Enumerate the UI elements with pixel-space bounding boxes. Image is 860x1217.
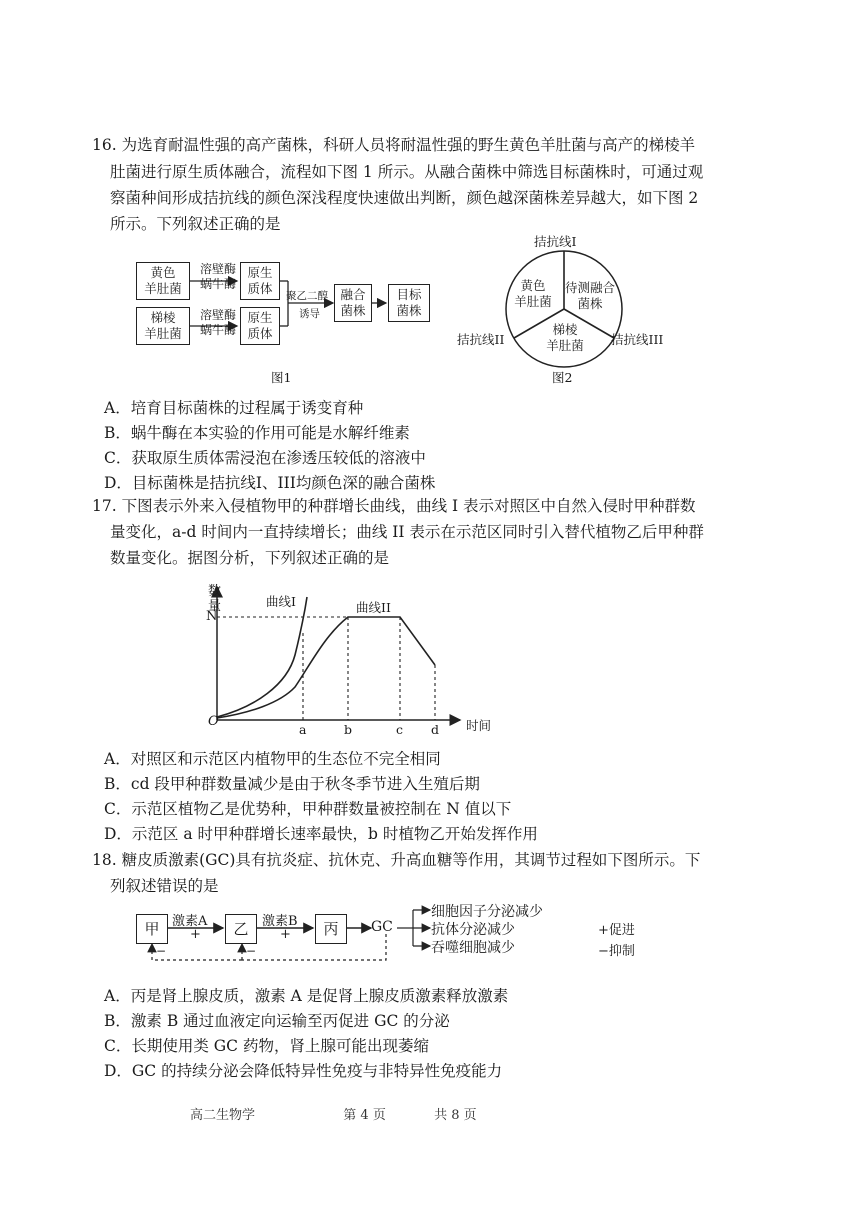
q18-line-2: 列叙述错误的是 — [110, 877, 219, 895]
q17-option-b[interactable]: B．cd 段甲种群数量减少是由于秋冬季节进入生殖后期 — [104, 775, 480, 793]
page-footer — [190, 1104, 477, 1123]
plus-sign-b: + — [280, 927, 291, 942]
q16-line-3: 察菌种间形成拮抗线的颜色深浅程度快速做出判断，颜色越深菌株差异越大，如下图 2 — [110, 189, 699, 207]
effect-cytokine: 细胞因子分泌减少 — [431, 904, 543, 920]
q18-option-b[interactable]: B．激素 B 通过血液定向运输至丙促进 GC 的分泌 — [104, 1012, 450, 1030]
tick-c: c — [396, 722, 404, 737]
sector-tilen-morel: 梯棱 羊肚菌 — [546, 322, 584, 353]
origin-label: O — [208, 714, 219, 729]
sector-yellow-morel: 黄色 羊肚菌 — [514, 278, 552, 309]
sector-test-strain: 待测融合 菌株 — [564, 280, 615, 311]
q18-line-1: 18. 糖皮质激素(GC)具有抗炎症、抗休克、升高血糖等作用，其调节过程如下图所示。下 — [92, 851, 701, 869]
box-jia: 甲 — [136, 914, 168, 944]
q17-option-c[interactable]: C．示范区植物乙是优势种，甲种群数量被控制在 N 值以下 — [104, 800, 512, 818]
q16-option-a[interactable]: A．培育目标菌株的过程属于诱变育种 — [104, 399, 364, 417]
box-yellow-morel: 黄色 羊肚菌 — [136, 262, 190, 300]
population-growth-graph — [195, 575, 495, 740]
tick-d: d — [431, 722, 440, 737]
curve-1 — [217, 597, 307, 717]
q18-option-c[interactable]: C．长期使用类 GC 药物，肾上腺可能出现萎缩 — [104, 1037, 429, 1055]
box-protoplast-1: 原生 质体 — [240, 262, 280, 300]
curve-1-label: 曲线I — [266, 594, 296, 609]
box-fusion-strain: 融合 菌株 — [334, 284, 372, 322]
gc-label: GC — [371, 919, 393, 935]
q16-option-c[interactable]: C．获取原生质体需浸泡在渗透压较低的溶液中 — [104, 449, 426, 467]
q17-line-1: 17. 下图表示外来入侵植物甲的种群增长曲线，曲线 I 表示对照区中自然入侵时甲种群数 — [92, 497, 696, 515]
effect-antibody: 抗体分泌减少 — [431, 922, 515, 938]
box-protoplast-2: 原生 质体 — [240, 307, 280, 345]
q18-option-a[interactable]: A．丙是肾上腺皮质，激素 A 是促肾上腺皮质激素释放激素 — [104, 987, 509, 1005]
enzyme-label-2: 溶壁酶 蜗牛酶 — [199, 308, 236, 337]
q17-option-a[interactable]: A．对照区和示范区内植物甲的生态位不完全相同 — [104, 750, 441, 768]
y-axis-label-2: 量 — [208, 599, 222, 614]
plus-sign-a: + — [190, 927, 201, 942]
curve-2 — [217, 617, 435, 718]
n-label: N — [206, 609, 218, 624]
figure-1-caption: 图1 — [271, 370, 292, 385]
enzyme-label-1: 溶壁酶 蜗牛酶 — [199, 262, 236, 291]
y-axis-label-1: 数 — [208, 584, 222, 599]
footer-page: 第 4 页 — [343, 1108, 386, 1123]
q18-option-d[interactable]: D．GC 的持续分泌会降低特异性免疫与非特异性免疫能力 — [104, 1062, 503, 1080]
footer-subject: 高二生物学 — [190, 1108, 256, 1123]
antagonism-line-1-label: 拮抗线I — [534, 234, 577, 249]
curve-2-label: 曲线II — [356, 600, 391, 615]
box-tilen-morel: 梯棱 羊肚菌 — [136, 307, 190, 345]
box-target-strain: 目标 菌株 — [388, 284, 430, 322]
tick-b: b — [344, 722, 353, 737]
figure-2-caption: 图2 — [552, 370, 573, 385]
q17-line-2: 量变化，a-d 时间内一直持续增长；曲线 II 表示在示范区同时引入替代植物乙后甲种群 — [110, 523, 704, 541]
q16-line-4: 所示。下列叙述正确的是 — [110, 215, 281, 233]
q17-line-3: 数量变化。据图分析，下列叙述正确的是 — [110, 549, 390, 567]
minus-sign-yi: − — [246, 944, 257, 958]
antagonism-line-3-label: 拮抗线III — [611, 332, 664, 347]
q16-line-1: 16. 为选育耐温性强的高产菌株，科研人员将耐温性强的野生黄色羊肚菌与高产的梯棱羊 — [92, 136, 696, 154]
legend-promote: +促进 — [598, 923, 635, 938]
q16-option-d[interactable]: D．目标菌株是拮抗线I、III均颜色深的融合菌株 — [104, 474, 436, 492]
q16-option-b[interactable]: B．蜗牛酶在本实验的作用可能是水解纤维素 — [104, 424, 410, 442]
box-bing: 丙 — [315, 914, 347, 944]
peg-label: 聚乙二醇 — [286, 290, 328, 302]
antagonism-line-2-label: 拮抗线II — [457, 332, 505, 347]
hormone-a-label: 激素A — [172, 914, 208, 929]
induce-label: 诱导 — [299, 308, 320, 320]
tick-a: a — [299, 722, 307, 737]
hormone-b-label: 激素B — [262, 914, 298, 929]
legend-inhibit: −抑制 — [598, 944, 635, 959]
effect-phagocyte: 吞噬细胞减少 — [431, 940, 515, 956]
footer-total: 共 8 页 — [434, 1108, 477, 1123]
minus-sign-jia: − — [156, 944, 167, 958]
q16-line-2: 肚菌进行原生质体融合，流程如下图 1 所示。从融合菌株中筛选目标菌株时，可通过观 — [110, 163, 704, 181]
box-yi: 乙 — [225, 914, 257, 944]
q17-option-d[interactable]: D．示范区 a 时甲种群增长速率最快，b 时植物乙开始发挥作用 — [104, 825, 538, 843]
x-axis-label: 时间 — [466, 718, 492, 733]
